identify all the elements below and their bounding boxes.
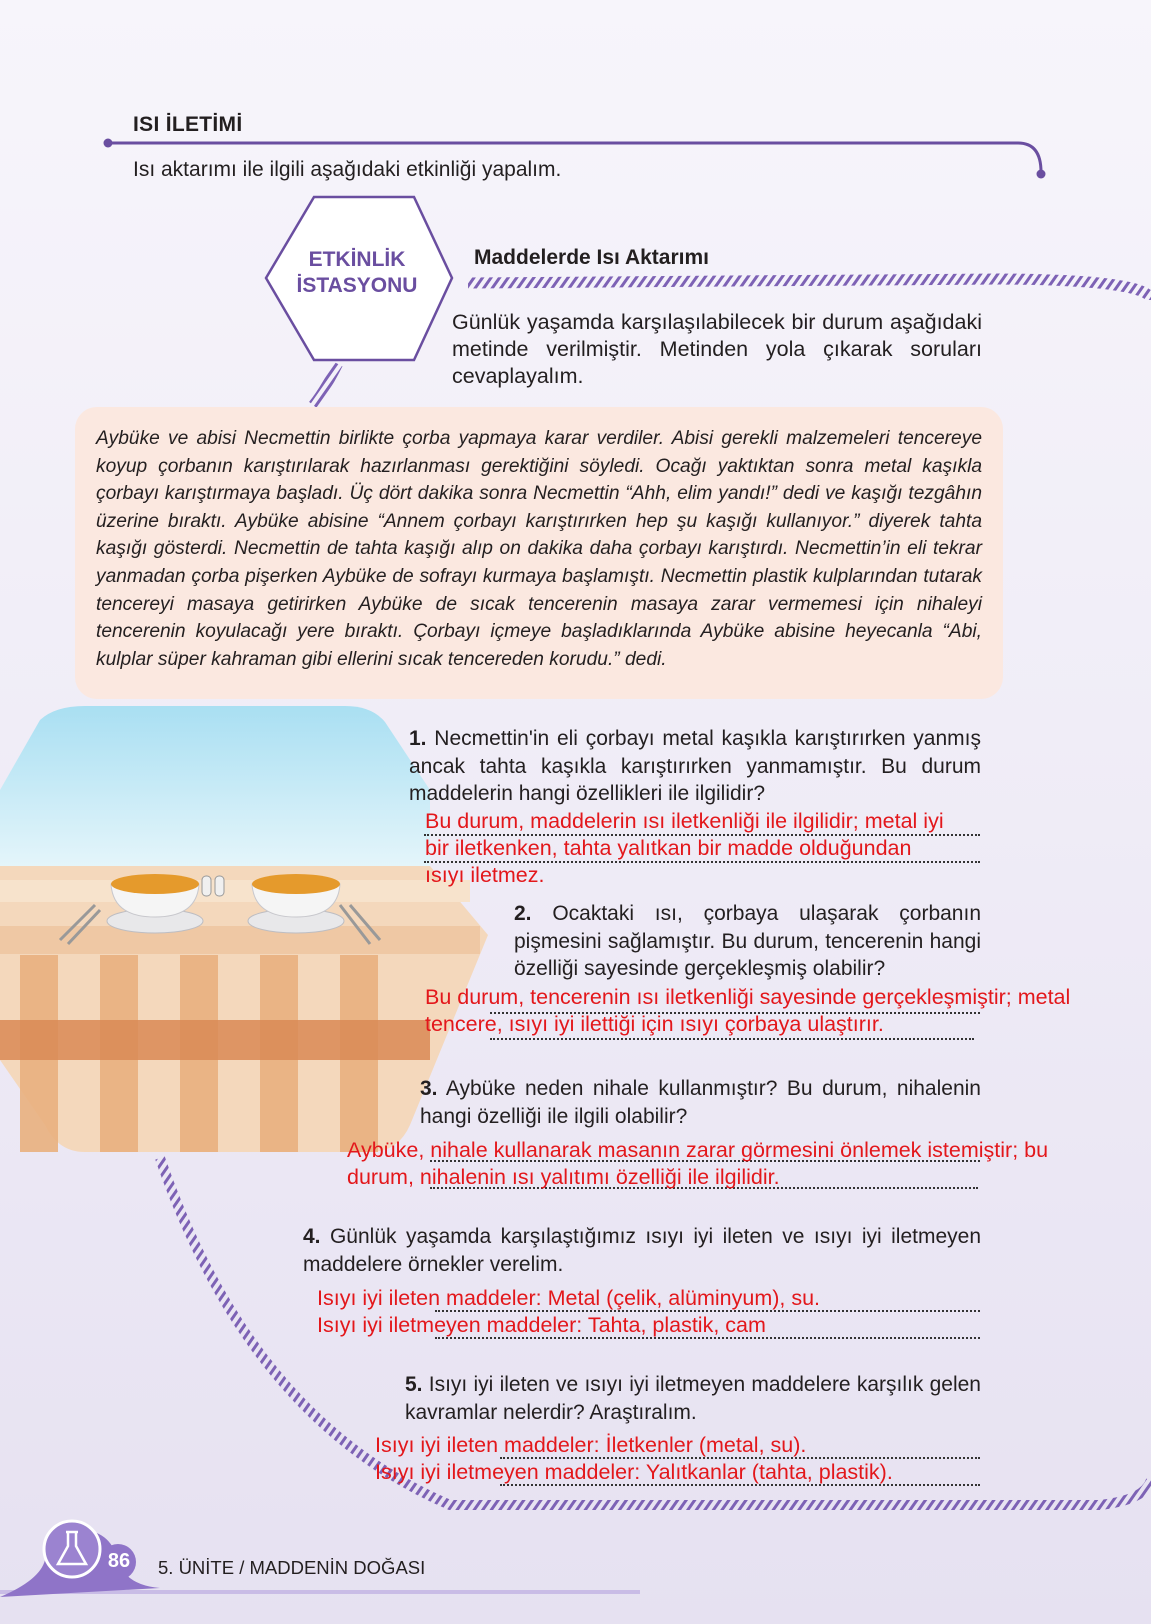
answer-1-line-2: bir iletkenken, tahta yalıtkan bir madde olduğundan — [425, 836, 912, 860]
question-1 — [409, 725, 981, 808]
flask-icon — [44, 1521, 100, 1577]
answer-1-line-3: ısıyı iletmez. — [425, 863, 545, 887]
question-text: Günlük yaşamda karşılaştığımız ısıyı iyi ileten ve ısıyı iyi iletmeyen maddelere örnekler verelim. — [303, 1225, 981, 1276]
section-title: ISI İLETİMİ — [133, 113, 243, 136]
question-number: 5. — [405, 1373, 423, 1396]
answer-3-line-1: Aybüke, nihale kullanarak masanın zarar görmesini önlemek istemiştir; bu — [347, 1138, 1049, 1162]
answer-2-line-2: tencere, ısıyı iyi ilettiği için ısıyı çorbaya ulaştırır. — [425, 1012, 884, 1036]
question-2 — [514, 900, 981, 983]
question-4 — [303, 1223, 981, 1278]
answer-4-line-1: Isıyı iyi ileten maddeler: Metal (çelik, alüminyum), su. — [317, 1286, 821, 1310]
section-intro: Isı aktarımı ile ilgili aşağıdaki etkinliği yapalım. — [133, 158, 562, 181]
answer-5-line-1: Isıyı iyi ileten maddeler: İletkenler (metal, su). — [375, 1433, 807, 1457]
question-5 — [405, 1371, 981, 1426]
question-number: 3. — [420, 1077, 438, 1100]
question-text: Isıyı iyi ileten ve ısıyı iyi iletmeyen maddelere karşılık gelen kavramlar nelerdir? Araştıralım. — [405, 1373, 981, 1424]
answer-1-line-1: Bu durum, maddelerin ısı iletkenliği ile ilgilidir; metal iyi — [425, 809, 944, 833]
hatch-top — [468, 279, 1151, 300]
activity-title: Maddelerde Isı Aktarımı — [474, 246, 709, 269]
question-number: 1. — [409, 727, 427, 750]
badge-line1: ETKİNLİK — [308, 248, 406, 271]
badge-line2: İSTASYONU — [296, 274, 418, 297]
unit-label: 5. ÜNİTE / MADDENİN DOĞASI — [158, 1557, 426, 1578]
question-text: Ocaktaki ısı, çorbaya ulaşarak çorbanın pişmesini sağlamıştır. Bu durum, tencerenin hangi özelliği sayesinde gerçekleşmiş olabilir? — [514, 902, 981, 980]
question-number: 4. — [303, 1225, 321, 1248]
question-text: Necmettin'in eli çorbayı metal kaşıkla karıştırırken yanmış ancak tahta kaşıkla karıştırırken yanmamıştır. Bu durum maddelerin hangi özellikleri ile ilgilidir? — [409, 727, 981, 805]
question-text: Aybüke neden nihale kullanmıştır? Bu durum, nihalenin hangi özelliği ile ilgili olabilir? — [420, 1077, 981, 1128]
answer-3-line-2: durum, nihalenin ısı yalıtımı özelliği ile ilgilidir. — [347, 1165, 780, 1189]
activity-intro: Günlük yaşamda karşılaşılabilecek bir durum aşağıdaki metinde verilmiştir. Metinden yola çıkarak soruları cevaplayalım. — [452, 310, 982, 388]
answer-5-line-2: Isıyı iyi iletmeyen maddeler: Yalıtkanlar (tahta, plastik). — [375, 1460, 893, 1484]
page-number: 86 — [107, 1550, 131, 1572]
question-number: 2. — [514, 902, 532, 925]
answer-2-line-1: Bu durum, tencerenin ısı iletkenliği sayesinde gerçekleşmiştir; metal — [425, 985, 1071, 1009]
question-3 — [420, 1075, 981, 1130]
answer-line — [490, 1038, 974, 1040]
activity-badge — [262, 247, 452, 299]
story-text: Aybüke ve abisi Necmettin birlikte çorba yapmaya karar verdiler. Abisi gerekli malzemeleri tencereye koyup çorbanın karıştırılarak hazırlanması gerektiğini söyledi. Ocağı yaktıktan sonra metal kaşıkla çorbayı karıştırmaya başladı. Üç dört dakika sonra Necmettin “Ahh, elim yandı!” dedi ve kaşığı tezgâhın üzerine bıraktı. Aybüke abisine “Annem çorbayı karıştırırken hep şu kaşığı kullanıyor.” diyerek tahta kaşığı gösterdi. Necmettin de tahta kaşığı alıp on dakika daha çorbayı karıştırdı. Necmettin’in eli tekrar yanmadan çorba pişerken Aybüke de sofrayı kurmaya başlamıştı. Necmettin plastik kulplarından tutarak tencereyi masaya getirirken Aybüke de sıcak tencerenin masaya zarar vermemesi için nihaleyi tencerenin koyulacağı yere bıraktı. Çorbayı içmeye başladıklarında Aybüke abisine heyecanla “Abi, kulplar süper kahraman gibi ellerini sıcak tencereden korudu.” dedi. — [96, 428, 982, 670]
answer-4-line-2: Isıyı iyi iletmeyen maddeler: Tahta, plastik, cam — [317, 1313, 766, 1337]
